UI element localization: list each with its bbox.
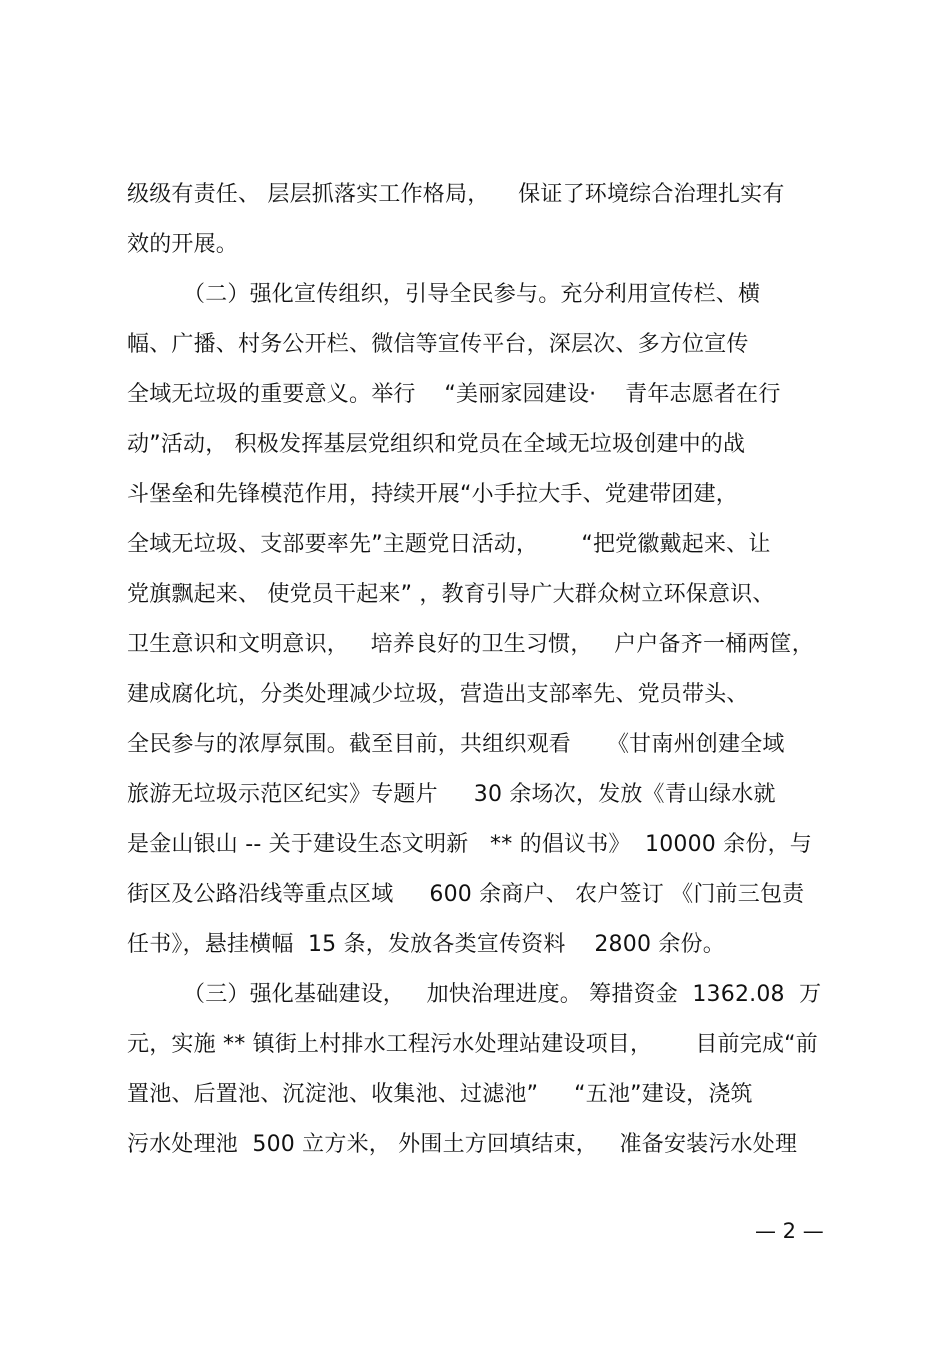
text-line: 污水处理池 500 立方米， 外围土方回填结束， 准备安装污水处理 xyxy=(127,1132,798,1157)
text-line: 全域无垃圾的重要意义。举行 “美丽家园建设· 青年志愿者在行 xyxy=(127,382,781,407)
text-line: 置池、后置池、沉淀池、收集池、过滤池” “五池”建设，浇筑 xyxy=(127,1082,753,1107)
text-line: 元，实施 ** 镇街上村排水工程污水处理站建设项目， 目前完成“前 xyxy=(127,1032,818,1057)
text-line: 卫生意识和文明意识， 培养良好的卫生习惯， 户户备齐一桶两筐， xyxy=(127,632,814,657)
paragraph-heading-line: （二）强化宣传组织，引导全民参与。充分利用宣传栏、横 xyxy=(183,282,761,307)
text-line: 全域无垃圾、支部要率先”主题党日活动， “把党徽戴起来、让 xyxy=(127,532,771,557)
text-line: 街区及公路沿线等重点区域 600 余商户、 农户签订 《门前三包责 xyxy=(127,882,805,907)
text-line: 斗堡垒和先锋模范作用，持续开展“小手拉大手、党建带团建， xyxy=(127,482,738,507)
text-line: 是金山银山 -- 关于建设生态文明新 ** 的倡议书》 10000 余份，与 xyxy=(127,832,813,857)
text-line: 建成腐化坑，分类处理减少垃圾，营造出支部率先、党员带头、 xyxy=(127,682,749,707)
text-line: 全民参与的浓厚氛围。截至目前，共组织观看 《甘南州创建全域 xyxy=(127,732,785,757)
text-line: 级级有责任、 层层抓落实工作格局， 保证了环境综合治理扎实有 xyxy=(127,182,785,207)
paragraph-heading-line: （三）强化基础建设， 加快治理进度。 筹措资金 1362.08 万 xyxy=(183,982,822,1007)
text-line: 党旗飘起来、 使党员干起来” ，教育引导广大群众树立环保意识、 xyxy=(127,582,775,607)
text-line: 幅、广播、村务公开栏、微信等宣传平台，深层次、多方位宣传 xyxy=(127,332,749,357)
page-number: — 2 — xyxy=(755,1219,824,1243)
text-line: 任书》，悬挂横幅 15 条，发放各类宣传资料 2800 余份。 xyxy=(127,932,725,957)
text-line: 效的开展。 xyxy=(127,232,239,257)
text-line: 旅游无垃圾示范区纪实》专题片 30 余场次，发放《青山绿水就 xyxy=(127,782,776,807)
text-line: 动”活动， 积极发挥基层党组织和党员在全域无垃圾创建中的战 xyxy=(127,432,746,457)
